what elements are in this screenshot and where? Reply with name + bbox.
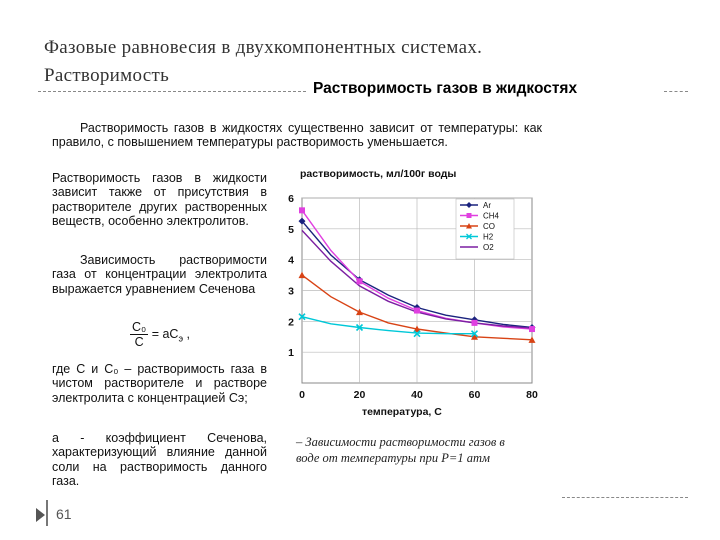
equation-rhs-subscript: э [178, 333, 184, 344]
y-tick-label: 3 [288, 285, 294, 298]
x-tick-label: 60 [468, 389, 481, 401]
y-tick-label: 2 [288, 316, 294, 329]
footer-bar [46, 500, 48, 526]
solubility-chart [282, 165, 572, 425]
figure-caption: – Зависимости растворимости газов в воде от температуры при P=1 атм [296, 435, 505, 465]
point-ch4 [299, 207, 305, 213]
equation-fraction [130, 320, 148, 349]
x-tick-label: 80 [526, 389, 538, 401]
equation-numerator: C₀ [132, 320, 147, 334]
sechenov-equation [130, 320, 190, 349]
point-ch4 [472, 320, 478, 326]
y-tick-label: 5 [288, 223, 294, 236]
point-ch4 [529, 326, 535, 332]
point-co [356, 309, 363, 316]
x-tick-label: 0 [299, 389, 305, 401]
y-tick-label: 6 [288, 193, 294, 205]
legend-label-co: CO [483, 222, 495, 231]
slide-title-line1: Фазовые равновесия в двухкомпонентных системах. [44, 37, 483, 58]
point-ch4 [357, 278, 363, 284]
x-tick-label: 20 [353, 389, 366, 401]
legend-label-o2: O2 [483, 243, 494, 252]
y-axis-label: растворимость, мл/100г воды [300, 168, 457, 180]
x-tick-label: 40 [411, 389, 423, 401]
paragraph-coefficient: а - коэффициент Сеченова, характеризующий влияние данной соли на растворимость данного газа. [52, 431, 267, 489]
chart-legend [456, 199, 514, 259]
y-tick-label: 4 [288, 254, 294, 267]
document-heading: Растворимость газов в жидкостях [313, 80, 578, 97]
paragraph-sechenov: Зависимость растворимости газа от концентрации электролита выражается уравнением Сеченова [52, 253, 267, 296]
chart-divider [562, 497, 688, 498]
point-co [299, 272, 306, 279]
legend-label-ar: Ar [483, 201, 491, 210]
title-divider-left [38, 91, 306, 92]
paragraph-definitions: где С и C₀ – растворимость газа в чистом растворителе и растворе электролита с концентрацией Cэ; [52, 362, 267, 405]
page-number: 61 [56, 506, 72, 522]
y-tick-label: 1 [288, 347, 294, 360]
paragraph-temperature: Растворимость газов в жидкостях существенно зависит от температуры: как правило, с повышением температуры растворимость уменьшается. [52, 121, 542, 150]
x-axis-label: температура, С [362, 406, 442, 418]
equation-denominator: C [134, 335, 144, 349]
point-ch4 [414, 308, 420, 314]
slide-title-line2: Растворимость [44, 65, 170, 86]
legend-label-h2: H2 [483, 232, 494, 242]
equation-rhs: = aC [151, 326, 179, 341]
paragraph-electrolytes: Растворимость газов в жидкости зависит также от присутствия в растворителе других растворенных веществ, особенно электролитов. [52, 171, 267, 229]
legend-marker [467, 213, 472, 218]
equation-tail: , [186, 326, 191, 341]
title-divider-right [664, 91, 688, 92]
legend-label-ch4: CH4 [483, 211, 500, 221]
page-arrow-icon [36, 508, 45, 522]
